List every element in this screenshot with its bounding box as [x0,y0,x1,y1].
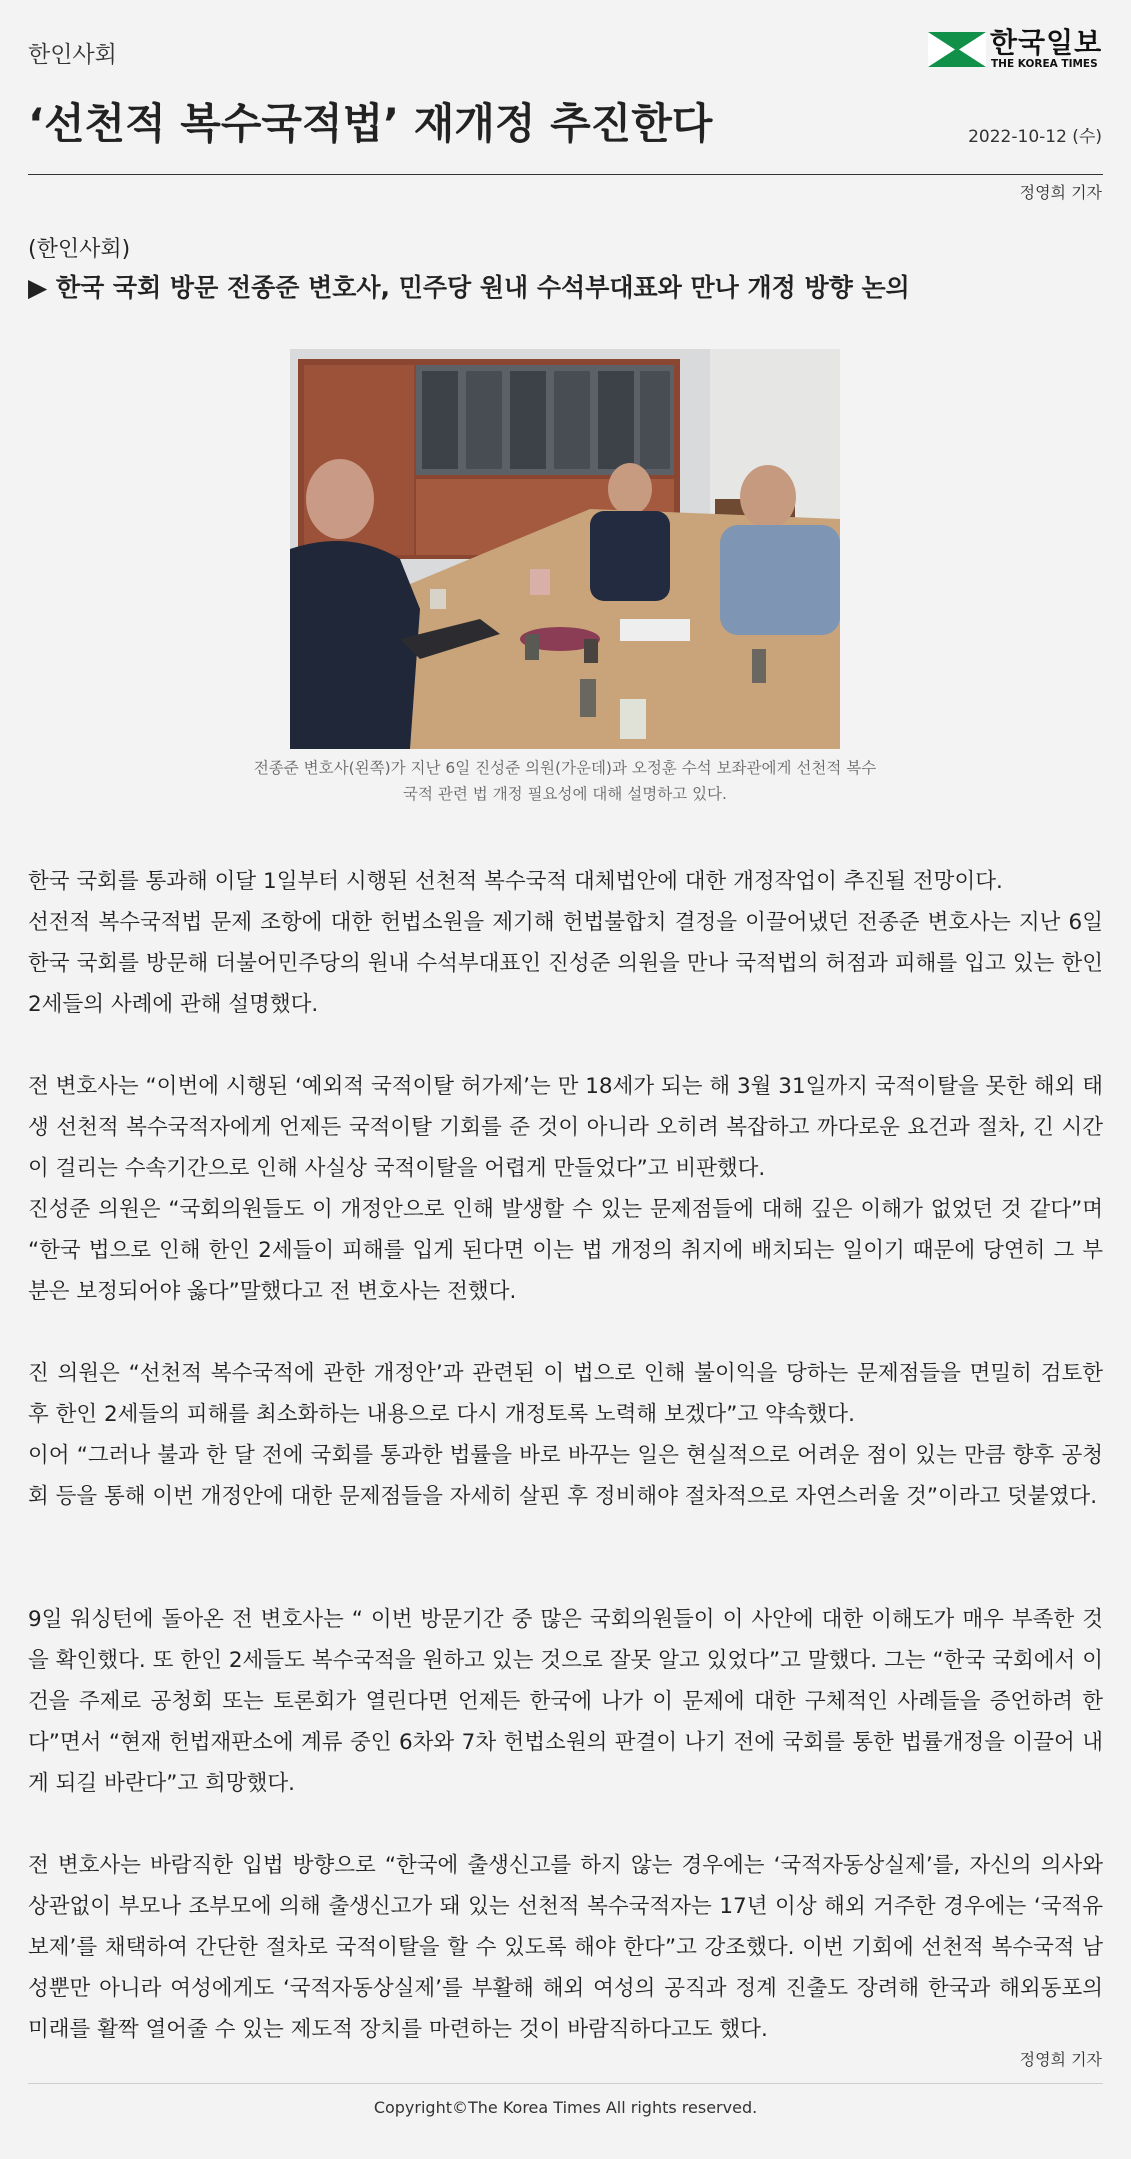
logo-flag-icon [928,32,986,67]
body-paragraph: 전 변호사는 바람직한 입법 방향으로 “한국에 출생신고를 하지 않는 경우에는 ‘국적자동상실제’를, 자신의 의사와 상관없이 부모나 조부모에 의해 출생신고가 돼 있는 선천적 복수국적자는 17년 이상 해외 거주한 경우에는 ‘국적유보제’를 채택하여 간단한 절차로 국적이탈을 할 수 있도록 해야 한다”고 강조했다. 이번 기회에 선천적 복수국적 남성뿐만 아니라 여성에게도 ‘국적자동상실제’를 부활해 해외 여성의 공직과 정계 진출도 장려해 한국과 해외동포의 미래를 활짝 열어줄 수 있는 제도적 장치를 마련하는 것이 바람직하다고도 했다. [28,1853,1103,2042]
body-paragraph: 진 의원은 “선천적 복수국적에 관한 개정안’과 관련된 이 법으로 인해 불이익을 당하는 문제점들을 면밀히 검토한 후 한인 2세들의 피해를 최소화하는 내용으로 다시 개정토록 노력해 보겠다”고 약속했다. [28,1361,1103,1427]
body-block [28,1599,1103,1804]
photo-caption [190,755,940,807]
section-label[interactable]: 한인사회 [28,42,117,68]
article-subheadline: ▶ 한국 국회 방문 전종준 변호사, 민주당 원내 수석부대표와 만나 개정 방향 논의 [28,273,910,302]
article-photo [290,349,840,749]
body-paragraph: 선전적 복수국적법 문제 조항에 대한 헌법소원을 제기해 헌법불합치 결정을 이끌어냈던 전종준 변호사는 지난 6일 한국 국회를 방문해 더불어민주당의 원내 수석부대표인 진성준 의원을 만나 국적법의 허점과 피해를 입고 있는 한인 2세들의 사례에 관해 설명했다. [28,910,1103,1017]
article-source: (한인사회) [28,237,131,262]
article-title: ‘선천적 복수국적법’ 재개정 추진한다 [28,99,713,148]
reporter-footer: 정영희 기자 [1019,2050,1102,2069]
body-paragraph: 한국 국회를 통과해 이달 1일부터 시행된 선천적 복수국적 대체법안에 대한 개정작업이 추진될 전망이다. [28,869,1003,894]
publish-date: 2022-10-12 (수) [968,127,1102,147]
body-paragraph: 이어 “그러나 불과 한 달 전에 국회를 통과한 법률을 바로 바꾸는 일은 현실적으로 어려운 점이 있는 만큼 향후 공청회 등을 통해 이번 개정안에 대한 문제점들을 자세히 살핀 후 정비해야 절차적으로 자연스러울 것”이라고 덧붙였다. [28,1443,1103,1509]
body-block [28,1845,1103,2050]
body-block [28,861,1103,1025]
body-paragraph: 9일 워싱턴에 돌아온 전 변호사는 “ 이번 방문기간 중 많은 국회의원들이 이 사안에 대한 이해도가 매우 부족한 것을 확인했다. 또 한인 2세들도 복수국적을 원하고 있는 것으로 잘못 알고 있었다”고 말했다. 그는 “한국 국회에서 이 건을 주제로 공청회 또는 토론회가 열린다면 언제든 한국에 나가 이 문제에 대한 구체적인 사례들을 증언하려 한다”면서 “현재 헌법재판소에 계류 중인 6차와 7차 헌법소원의 판결이 나기 전에 국회를 통한 법률개정을 이끌어 내게 되길 바란다”고 희망했다. [28,1607,1103,1796]
caption-line: 전종준 변호사(왼쪽)가 지난 6일 진성준 의원(가운데)과 오정훈 수석 보좌관에게 선천적 복수 [253,759,877,777]
copyright-notice: Copyright©The Korea Times All rights reserved. [373,2098,758,2117]
logo-korean-text: 한국일보 [990,26,1103,59]
body-block [28,1353,1103,1517]
body-block [28,1066,1103,1312]
caption-line: 국적 관련 법 개정 필요성에 대해 설명하고 있다. [403,785,727,803]
reporter-byline: 정영희 기자 [1019,183,1102,202]
footer-divider [28,2083,1103,2084]
logo-english-text: THE KOREA TIMES [991,58,1098,70]
body-paragraph: 진성준 의원은 “국회의원들도 이 개정안으로 인해 발생할 수 있는 문제점들에 대해 깊은 이해가 없었던 것 같다”며 “한국 법으로 인해 한인 2세들이 피해를 입게 된다면 이는 법 개정의 취지에 배치되는 일이기 때문에 당연히 그 부분은 보정되어야 옳다”말했다고 전 변호사는 전했다. [28,1197,1103,1304]
body-paragraph: 전 변호사는 “이번에 시행된 ‘예외적 국적이탈 허가제’는 만 18세가 되는 해 3월 31일까지 국적이탈을 못한 해외 태생 선천적 복수국적자에게 언제든 국적이탈 기회를 준 것이 아니라 오히려 복잡하고 까다로운 요건과 절차, 긴 시간이 걸리는 수속기간으로 인해 사실상 국적이탈을 어렵게 만들었다”고 비판했다. [28,1074,1103,1181]
korea-times-logo[interactable] [928,26,1104,70]
header-divider [28,174,1103,175]
